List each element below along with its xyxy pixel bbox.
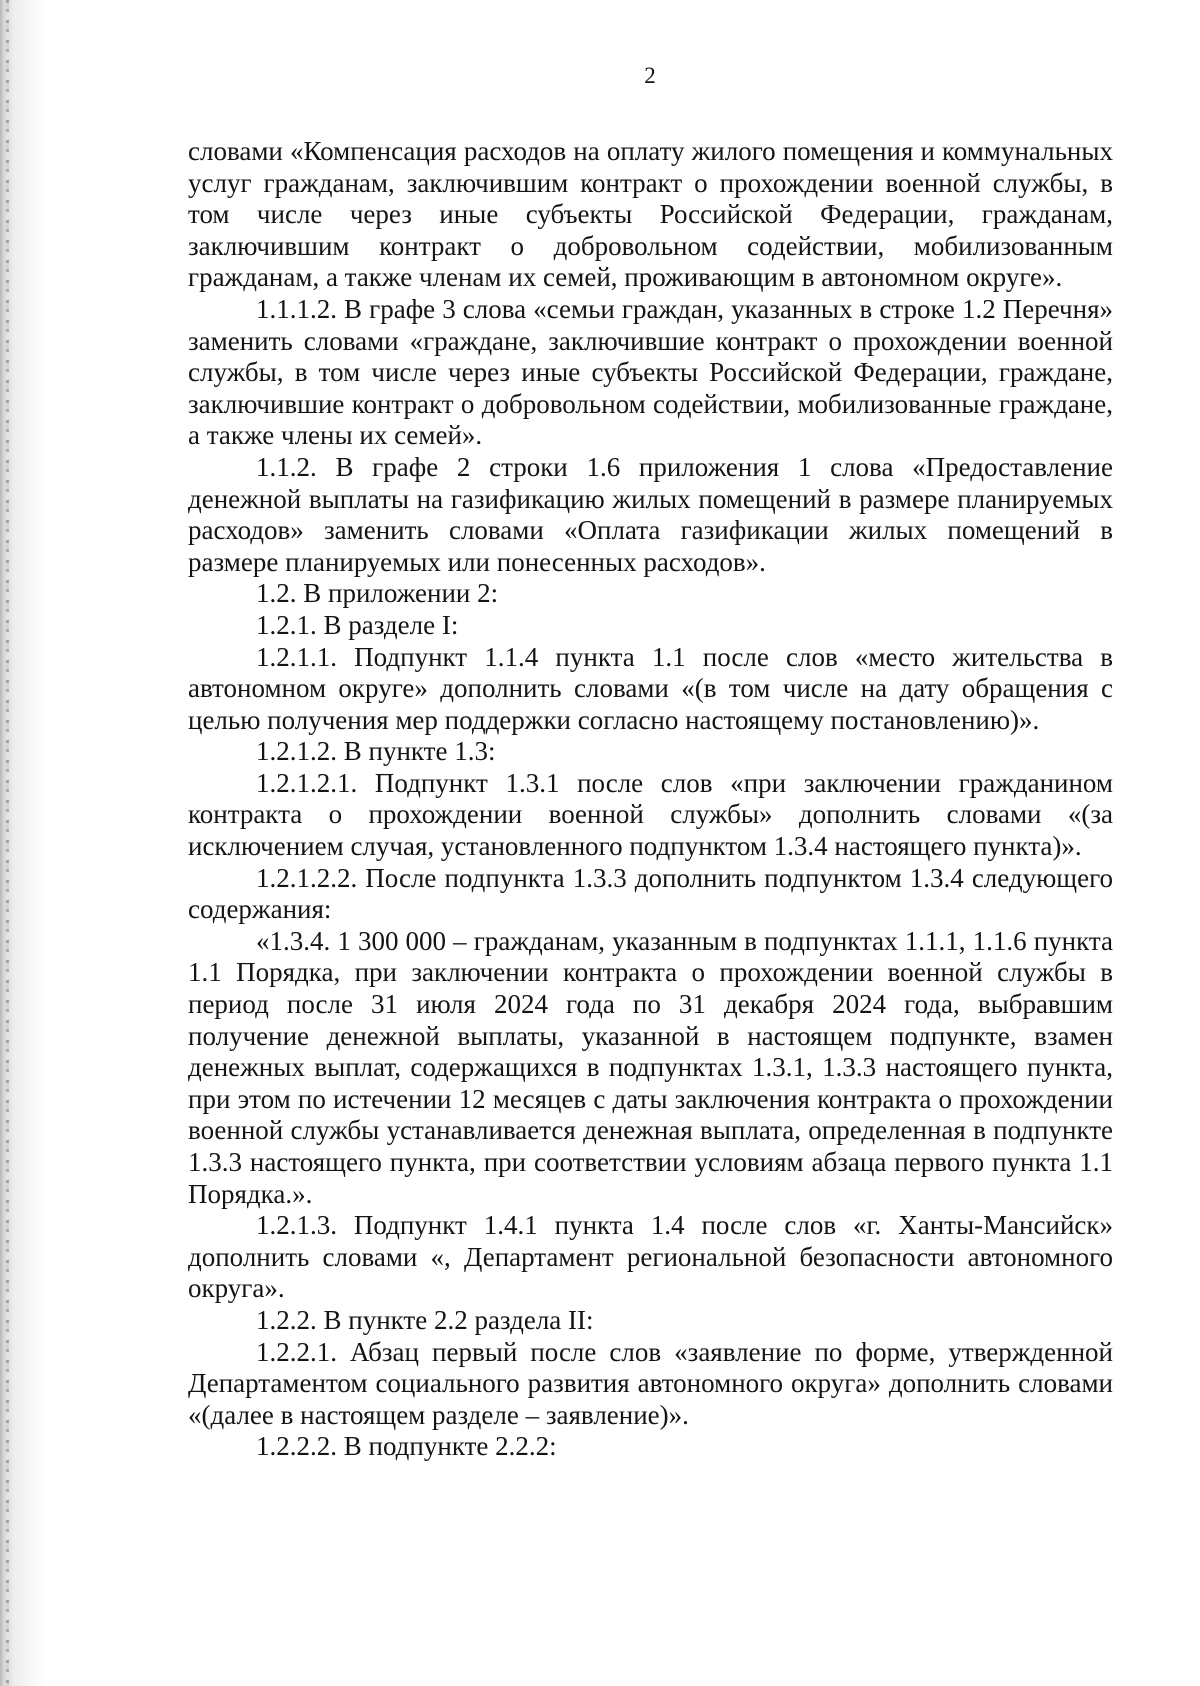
- paragraph-1-2-1: 1.2.1. В разделе I:: [256, 609, 459, 640]
- paragraph-1-2: 1.2. В приложении 2:: [256, 578, 499, 609]
- paragraph-1-2-1-2: 1.2.1.2. В пункте 1.3:: [256, 736, 496, 767]
- paragraph-1-2-1-2-1: 1.2.1.2.1. Подпункт 1.3.1 после слов «при заключении гражданином контракта о прохождении военной службы» дополнить словами «(за исключением случая, установленного подпунктом 1.3.4 настоящего пункта)».: [188, 767, 1113, 862]
- paragraph-1-1-1-2: 1.1.1.2. В графе 3 слова «семьи граждан, указанных в строке 1.2 Перечня» заменить словами «граждане, заключившие контракт о прохождении военной службы, в том числе через иные субъекты Российской Федерации, граждане, заключившие контракт о добровольном содействии, мобилизованные граждане, а также члены их семей».: [188, 293, 1113, 451]
- paragraph-continuation: словами «Компенсация расходов на оплату жилого помещения и коммунальных услуг гражданам, заключившим контракт о прохождении военной службы, в том числе через иные субъекты Российской Федерации, гражданам, заключившим контракт о добровольном содействии, мобилизованным гражданам, а также членам их семей, проживающим в автономном округе».: [188, 136, 1113, 293]
- paragraph-1-2-2-2: 1.2.2.2. В подпункте 2.2.2:: [256, 1431, 557, 1462]
- paragraph-1-1-2: 1.1.2. В графе 2 строки 1.6 приложения 1 слова «Предоставление денежной выплаты на газификацию жилых помещений в размере планируемых расходов» заменить словами «Оплата газификации жилых помещений в размере планируемых или понесенных расходов».: [188, 451, 1113, 577]
- scan-edge-shadow: [0, 0, 46, 1686]
- paragraph-1-2-1-3: 1.2.1.3. Подпункт 1.4.1 пункта 1.4 после слов «г. Ханты-Мансийск» дополнить словами «, Департамент региональной безопасности автономного округа».: [188, 1210, 1113, 1304]
- page-number: 2: [644, 63, 656, 88]
- document-body: [188, 136, 1113, 1463]
- paragraph-1-2-2-1: 1.2.2.1. Абзац первый после слов «заявление по форме, утвержденной Департаментом социального развития автономного округа» дополнить словами «(далее в настоящем разделе – заявление)».: [188, 1336, 1113, 1430]
- paragraph-1-2-1-1: 1.2.1.1. Подпункт 1.1.4 пункта 1.1 после слов «место жительства в автономном округе» дополнить словами «(в том числе на дату обращения с целью получения мер поддержки согласно настоящему постановлению)».: [188, 641, 1113, 735]
- paragraph-1-2-2: 1.2.2. В пункте 2.2 раздела II:: [256, 1304, 594, 1335]
- paragraph-1-2-1-2-2: 1.2.1.2.2. После подпункта 1.3.3 дополнить подпунктом 1.3.4 следующего содержания:: [188, 862, 1113, 925]
- paragraph-quoted-1-3-4: «1.3.4. 1 300 000 – гражданам, указанным в подпунктах 1.1.1, 1.1.6 пункта 1.1 Порядка, при заключении контракта о прохождении военной службы в период после 31 июля 2024 года по 31 декабря 2024 года, выбравшим получение денежной выплаты, указанной в настоящем подпункте, взамен денежных выплат, содержащихся в подпунктах 1.3.1, 1.3.3 настоящего пункта, при этом по истечении 12 месяцев с даты заключения контракта о прохождении военной службы устанавливается денежная выплата, определенная в подпункте 1.3.3 настоящего пункта, при соответствии условиям абзаца первого пункта 1.1 Порядка.».: [188, 925, 1113, 1209]
